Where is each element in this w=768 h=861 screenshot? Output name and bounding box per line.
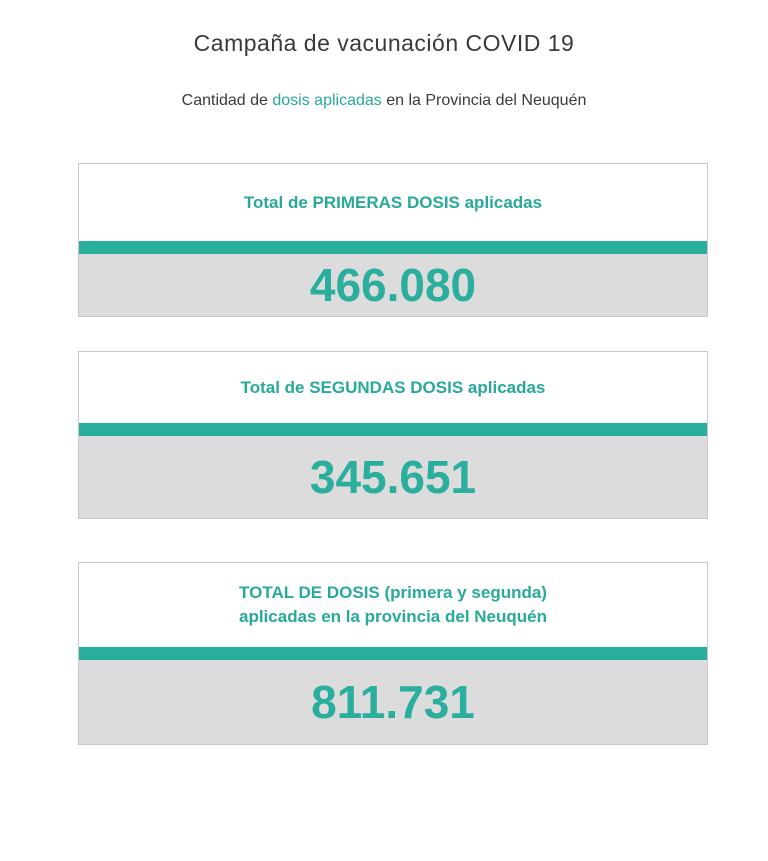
subtitle-prefix: Cantidad de (181, 92, 273, 109)
total-doses-label-line1: TOTAL DE DOSIS (primera y segunda) (239, 583, 547, 602)
page-title: Campaña de vacunación COVID 19 (193, 30, 575, 56)
first-doses-label: Total de PRIMERAS DOSIS aplicadas (79, 164, 707, 241)
second-doses-value: 345.651 (79, 436, 707, 518)
accent-bar (79, 647, 707, 660)
total-doses-value: 811.731 (79, 660, 707, 744)
second-doses-label: Total de SEGUNDAS DOSIS aplicadas (79, 352, 707, 423)
first-doses-card (78, 163, 708, 317)
page-subtitle (0, 92, 768, 110)
subtitle-highlight: dosis aplicadas (272, 92, 382, 109)
accent-bar (79, 241, 707, 254)
total-doses-label (79, 563, 707, 647)
accent-bar (79, 423, 707, 436)
total-doses-label-line2: aplicadas en la provincia del Neuquén (239, 607, 547, 626)
subtitle-suffix: en la Provincia del Neuquén (381, 92, 587, 109)
first-doses-value: 466.080 (79, 254, 707, 316)
total-doses-card (78, 562, 708, 745)
second-doses-card (78, 351, 708, 519)
